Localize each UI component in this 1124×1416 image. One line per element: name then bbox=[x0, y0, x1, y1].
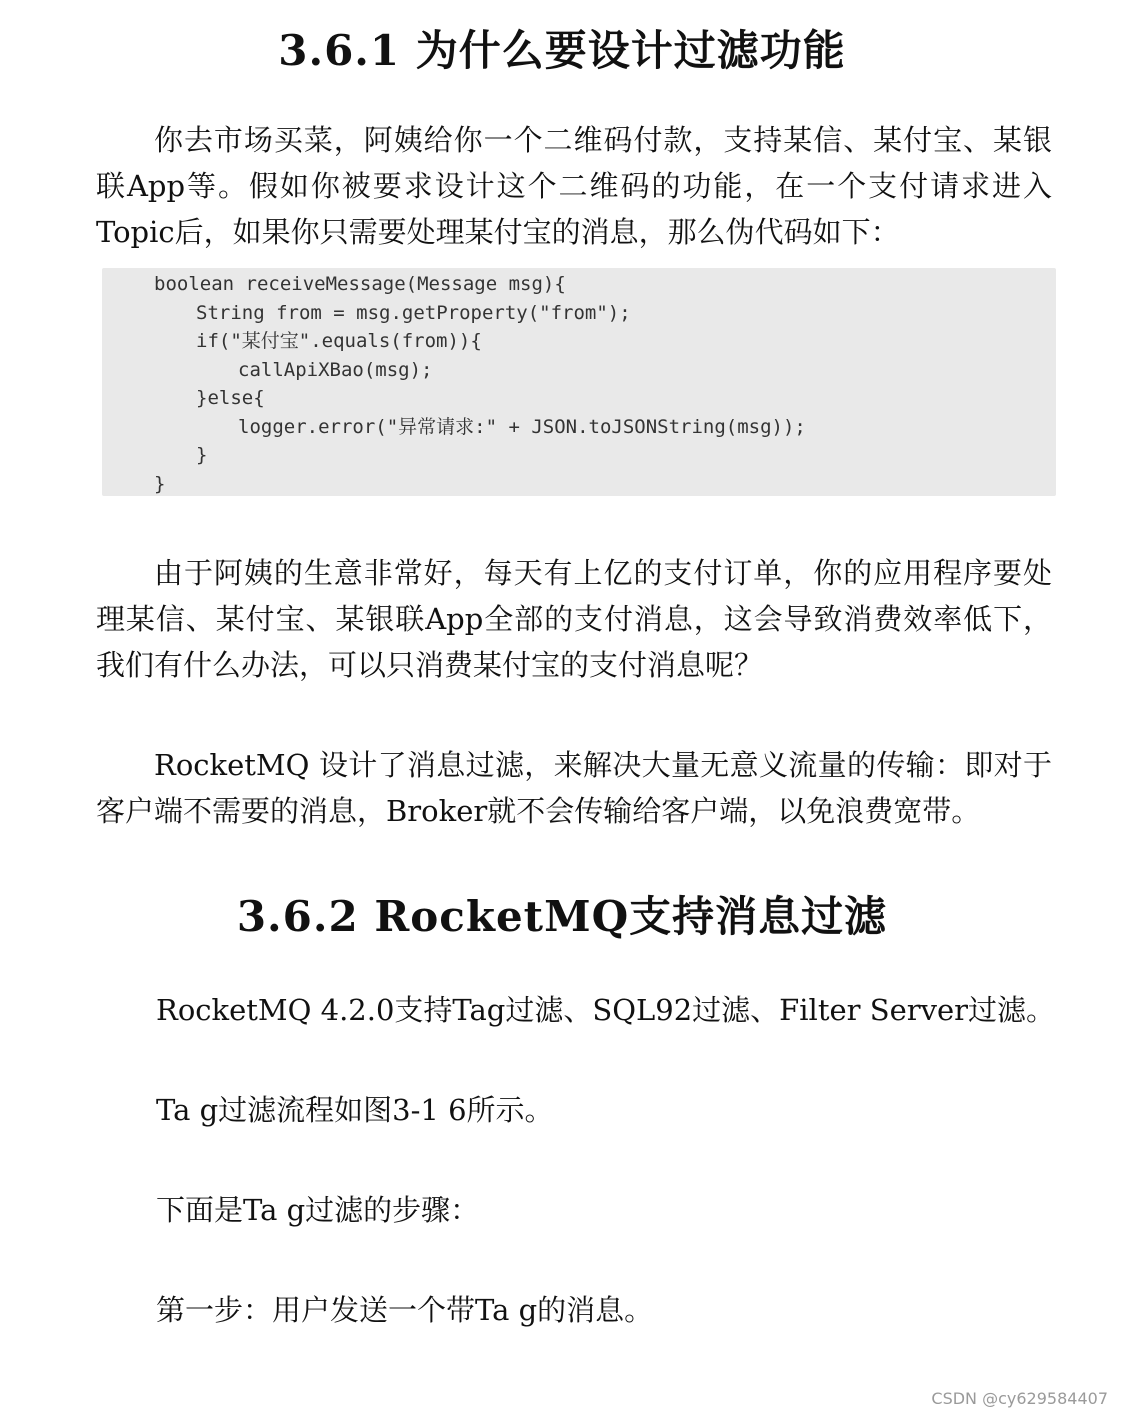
code-line: String from = msg.getProperty("from"); bbox=[196, 302, 631, 324]
code-line: } bbox=[196, 444, 208, 466]
code-line: boolean receiveMessage(Message msg){ bbox=[154, 273, 566, 295]
paragraph-intro: 你去市场买菜，阿姨给你一个二维码付款，支持某信、某付宝、某银联App等。假如你被要求设计这个二维码的功能，在一个支付请求进入Topic后，如果你只需要处理某付宝的消息，那么伪代码如下： bbox=[96, 123, 1052, 249]
section-heading-3-6-1: 3.6.1 为什么要设计过滤功能 bbox=[278, 26, 846, 75]
section-heading-3-6-2: 3.6.2 RocketMQ支持消息过滤 bbox=[236, 892, 888, 941]
text-line-steps-intro: 下面是Ta g过滤的步骤： bbox=[156, 1193, 480, 1227]
code-line: callApiXBao(msg); bbox=[238, 359, 433, 381]
paragraph-solution: RocketMQ 设计了消息过滤，来解决大量无意义流量的传输：即对于客户端不需要的消息，Broker就不会传输给客户端，以免浪费宽带。 bbox=[96, 748, 1052, 828]
code-line: }else{ bbox=[196, 387, 265, 409]
code-line: } bbox=[154, 473, 166, 495]
text-line-support: RocketMQ 4.2.0支持Tag过滤、SQL92过滤、Filter Server过滤。 bbox=[156, 993, 1056, 1027]
text-line-step-one: 第一步：用户发送一个带Ta g的消息。 bbox=[156, 1293, 654, 1327]
code-block bbox=[102, 268, 1056, 496]
text-line-figure-ref: Ta g过滤流程如图3-1 6所示。 bbox=[156, 1093, 554, 1127]
code-line: if("某付宝".equals(from)){ bbox=[196, 330, 482, 352]
paragraph-problem: 由于阿姨的生意非常好，每天有上亿的支付订单，你的应用程序要处理某信、某付宝、某银联App全部的支付消息，这会导致消费效率低下，我们有什么办法，可以只消费某付宝的支付消息呢？ bbox=[96, 556, 1052, 682]
watermark: CSDN @cy629584407 bbox=[931, 1389, 1108, 1408]
code-line: logger.error("异常请求:" + JSON.toJSONString(msg)); bbox=[238, 416, 806, 438]
